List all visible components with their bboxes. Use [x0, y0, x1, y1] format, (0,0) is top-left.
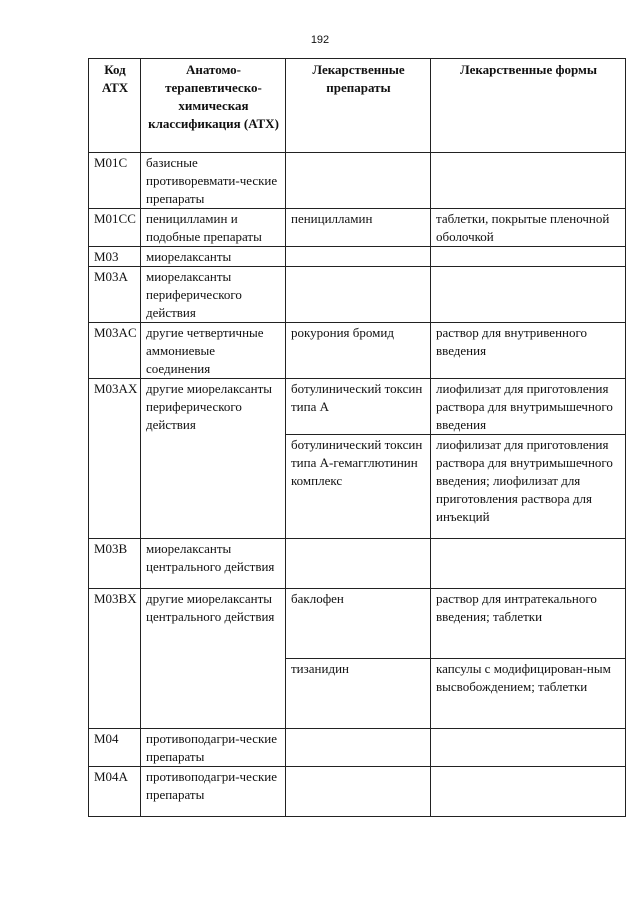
atx-code: M03AC — [89, 323, 141, 379]
drug-name: рокурония бромид — [286, 323, 431, 379]
header-classification: Анатомо-терапевтическо-химическая классификация (АТХ) — [141, 59, 286, 153]
dosage-form — [431, 153, 626, 209]
drug-name — [286, 767, 431, 817]
dosage-form: лиофилизат для приготовления раствора для внутримышечного введения — [431, 379, 626, 435]
dosage-form: раствор для внутривенного введения — [431, 323, 626, 379]
drug-name — [286, 247, 431, 267]
page-number: 192 — [310, 34, 330, 46]
atx-code: M03BX — [89, 589, 141, 729]
atx-code: M03AX — [89, 379, 141, 539]
dosage-form: таблетки, покрытые пленочной оболочкой — [431, 209, 626, 247]
atx-class: миорелаксанты — [141, 247, 286, 267]
drug-name — [286, 153, 431, 209]
drug-name: ботулинический токсин типа А — [286, 379, 431, 435]
dosage-form: лиофилизат для приготовления раствора для внутримышечного введения; лиофилизат для приготовления раствора для инъекций — [431, 435, 626, 539]
atx-class: другие миорелаксанты периферического действия — [141, 379, 286, 539]
header-drugs: Лекарственные препараты — [286, 59, 431, 153]
table-row — [89, 209, 626, 247]
atx-code: M01C — [89, 153, 141, 209]
atx-code: M03 — [89, 247, 141, 267]
drug-name: пеницилламин — [286, 209, 431, 247]
table-row — [89, 267, 626, 323]
atx-code: M04 — [89, 729, 141, 767]
atx-class: другие миорелаксанты центрального действия — [141, 589, 286, 729]
table-row — [89, 767, 626, 817]
atx-class: пеницилламин и подобные препараты — [141, 209, 286, 247]
table-row — [89, 323, 626, 379]
table-header-row — [89, 59, 626, 153]
table-row — [89, 247, 626, 267]
atx-code: M03A — [89, 267, 141, 323]
dosage-form — [431, 729, 626, 767]
table-row — [89, 589, 626, 659]
dosage-form: раствор для интратекального введения; таблетки — [431, 589, 626, 659]
header-code: Код АТХ — [89, 59, 141, 153]
header-forms: Лекарственные формы — [431, 59, 626, 153]
table-row — [89, 379, 626, 435]
atx-code: M03B — [89, 539, 141, 589]
dosage-form — [431, 267, 626, 323]
dosage-form — [431, 247, 626, 267]
drug-name: тизанидин — [286, 659, 431, 729]
drug-name — [286, 267, 431, 323]
atx-class: другие четвертичные аммониевые соединения — [141, 323, 286, 379]
dosage-form — [431, 767, 626, 817]
atx-code: M01CC — [89, 209, 141, 247]
atx-class: противоподагри-ческие препараты — [141, 767, 286, 817]
drug-name: ботулинический токсин типа А-гемагглютинин комплекс — [286, 435, 431, 539]
dosage-form — [431, 539, 626, 589]
drug-name — [286, 539, 431, 589]
atx-class: противоподагри-ческие препараты — [141, 729, 286, 767]
atx-code: M04A — [89, 767, 141, 817]
atx-class: миорелаксанты периферического действия — [141, 267, 286, 323]
dosage-form: капсулы с модифицирован-ным высвобождением; таблетки — [431, 659, 626, 729]
drug-name: баклофен — [286, 589, 431, 659]
drug-name — [286, 729, 431, 767]
atx-class: миорелаксанты центрального действия — [141, 539, 286, 589]
atx-class: базисные противоревмати-ческие препараты — [141, 153, 286, 209]
table-row — [89, 539, 626, 589]
atx-drug-table — [88, 58, 626, 817]
table-row — [89, 153, 626, 209]
table-row — [89, 729, 626, 767]
